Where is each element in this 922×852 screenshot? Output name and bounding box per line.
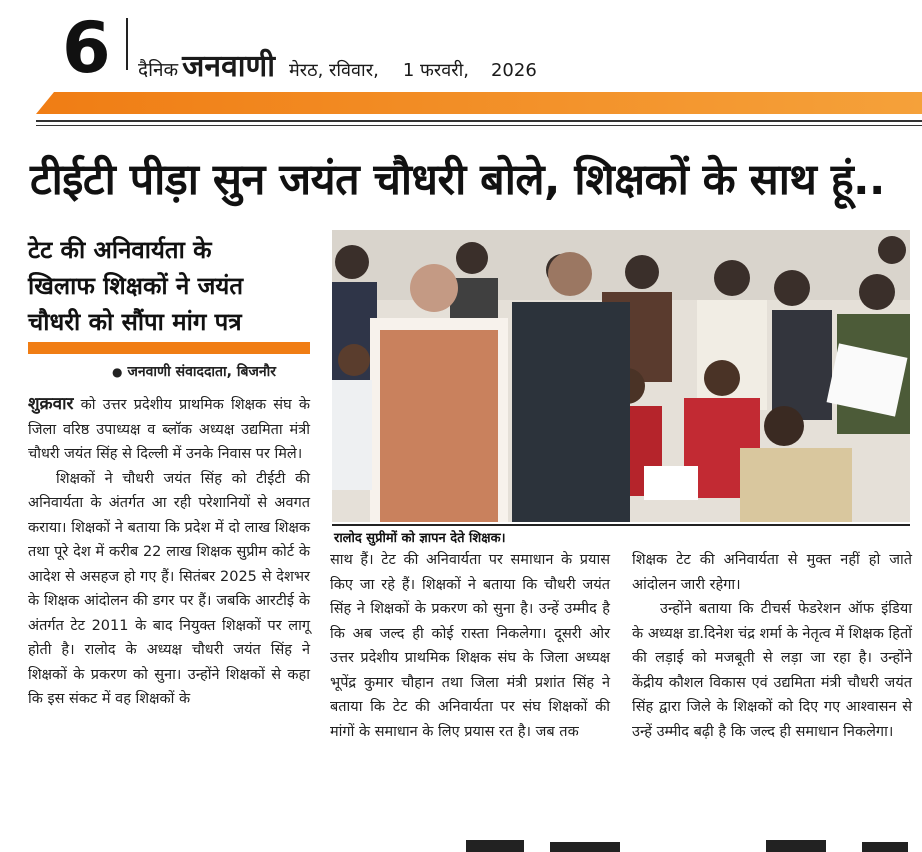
- paragraph: शिक्षकों ने चौधरी जयंत सिंह को टीईटी की अनिवार्यता के अंतर्गत आ रही परेशानियों से अवगत कराया। शिक्षकों ने बताया कि प्रदेश में दो लाख शिक्षक तथा पूरे देश में करीब 22 लाख शिक्षक सुप्रीम कोर्ट के आदेश से असहज हो गए हैं। सितंबर 2025 से देशभर के शिक्षक आंदोलन की डगर पर हैं। जबकि आरटीई के अंतर्गत टेट 2011 के बाद नियुक्त शिक्षकों पर लागू होती है। रालोद के अध्यक्ष चौधरी जयंत सिंह ने शिक्षकों के प्रकरण को सुना। उन्होंने शिक्षकों से कहा कि इस संकट में वह शिक्षकों के: [28, 470, 310, 707]
- orange-band: [36, 92, 922, 114]
- masthead-year: 2026: [490, 60, 537, 81]
- subheadline-underline: [28, 342, 310, 354]
- header-rule-thin: [36, 125, 922, 126]
- page-number: 6: [62, 7, 111, 89]
- masthead-city-day: मेरठ, रविवार,: [288, 60, 379, 81]
- paragraph: साथ हैं। टेट की अनिवार्यता पर समाधान के प्रयास किए जा रहे हैं। शिक्षकों ने बताया कि चौधरी जयंत सिंह ने शिक्षकों के प्रकरण को सुना है। उन्हें उम्मीद है कि अब जल्द ही कोई रास्ता निकलेगा। दूसरी ओर उत्तर प्रदेशीय प्राथमिक शिक्षक संघ के जिला अध्यक्ष भूपेंद्र कुमार चौहान तथा जिला मंत्री प्रशांत सिंह ने बताया कि टेट की अनिवार्यता पर संघ शिक्षकों की मांगों के समाधान के लिए प्रयास रत है। जब तक: [330, 552, 610, 740]
- next-article-fragment: [466, 834, 912, 852]
- cropped-headline-shapes: [466, 834, 912, 852]
- news-photo: [332, 230, 910, 522]
- header-rule: [36, 120, 922, 122]
- byline: [112, 362, 276, 381]
- article-column-2: [330, 548, 610, 744]
- headline: टीईटी पीड़ा सुन जयंत चौधरी बोले, शिक्षकों के साथ हूं..: [30, 155, 885, 205]
- bullet-icon: ●: [112, 365, 123, 379]
- masthead: [138, 44, 537, 85]
- masthead-date: 1 फरवरी,: [402, 60, 469, 81]
- subheadline: [28, 232, 318, 340]
- paragraph: शिक्षक टेट की अनिवार्यता से मुक्त नहीं हो जाते आंदोलन जारी रहेगा।: [632, 552, 912, 593]
- caption-rule: [332, 524, 910, 526]
- subheadline-line: टेट की अनिवार्यता के: [28, 236, 212, 264]
- paragraph: को उत्तर प्रदेशीय प्राथमिक शिक्षक संघ के जिला वरिष्ठ उपाध्यक्ष व ब्लॉक अध्यक्ष उद्यमिता मंत्री चौधरी जयंत सिंह से दिल्ली में उनके निवास पर मिले।: [28, 397, 310, 462]
- article-column-3: [632, 548, 912, 744]
- byline-text: जनवाणी संवाददाता, बिजनौर: [127, 364, 276, 380]
- article-column-1: [28, 392, 310, 712]
- subheadline-line: चौधरी को सौंपा मांग पत्र: [28, 308, 242, 336]
- masthead-daily: दैनिक: [138, 59, 179, 81]
- subheadline-line: खिलाफ शिक्षकों ने जयंत: [28, 272, 244, 300]
- photo-illustration: [332, 230, 910, 522]
- masthead-separator: [126, 18, 128, 70]
- photo-caption: रालोद सुप्रीमों को ज्ञापन देते शिक्षक।: [334, 531, 506, 546]
- lead-word: शुक्रवार: [28, 394, 74, 414]
- masthead-paper-name: जनवाणी: [182, 49, 275, 84]
- paragraph: उन्होंने बताया कि टीचर्स फेडरेशन ऑफ इंडिया के अध्यक्ष डा.दिनेश चंद्र शर्मा के नेतृत्व में शिक्षक हितों की लड़ाई को मजबूती से लड़ा जा रहा है। उन्होंने केंद्रीय कौशल विकास एवं उद्यमिता मंत्री चौधरी जयंत सिंह द्वारा जिले के शिक्षकों को दिए गए आश्वासन से उन्हें उम्मीद बढ़ी है कि जल्द ही समाधान निकलेगा।: [632, 601, 912, 740]
